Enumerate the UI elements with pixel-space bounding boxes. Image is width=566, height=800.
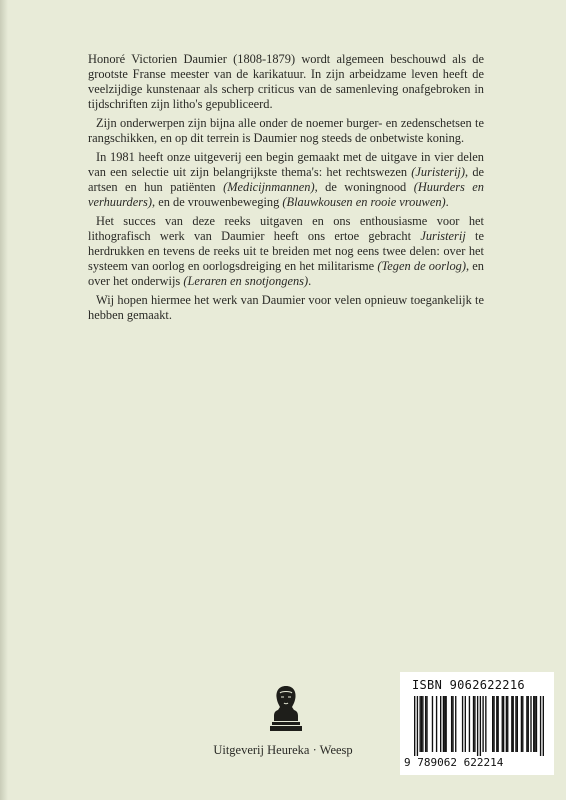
barcode-bar (511, 696, 512, 752)
isbn-label: ISBN 9062622216 (412, 678, 525, 692)
paragraph-5 (88, 293, 484, 323)
barcode-bar (480, 696, 481, 756)
publisher-name: Uitgeverij Heureka · Weesp (213, 743, 353, 757)
barcode-bar (462, 696, 463, 752)
barcode-bar (502, 696, 503, 752)
barcode-bar (440, 696, 441, 752)
barcode-bar (482, 696, 483, 752)
barcode-bar (444, 696, 445, 752)
barcode-bar (426, 696, 427, 752)
barcode-bars (414, 696, 544, 756)
barcode-bar (469, 696, 470, 752)
barcode-bar (485, 696, 486, 752)
text-run: , en over het onderwijs (88, 259, 485, 288)
text-run: , en de vrouwenbeweging (152, 195, 283, 209)
italic-title: (Medicijnmannen) (223, 180, 315, 194)
barcode-bar (526, 696, 527, 752)
barcode-bar (503, 696, 504, 752)
text-run: , de woningnood (314, 180, 414, 194)
barcode-bar (421, 696, 422, 752)
text-run: . (308, 274, 312, 288)
barcode-bar (515, 696, 516, 752)
barcode-bar (445, 696, 446, 752)
barcode-bar (521, 696, 522, 752)
barcode-bar (432, 696, 433, 752)
italic-title: Juristerij (420, 229, 466, 243)
barcode-bar (474, 696, 475, 752)
barcode-bar (436, 696, 437, 752)
text-run: , de artsen en hun patiënten (88, 165, 485, 194)
text-run: Het succes van deze reeks uitgaven en ons enthousiasme voor het lithografisch werk van Daumier heeft ons ertoe gebracht (88, 214, 484, 243)
barcode-bar (493, 696, 494, 752)
barcode-bar (477, 696, 478, 756)
barcode-bar (540, 696, 541, 756)
back-cover-text (88, 52, 484, 327)
paragraph-1 (88, 52, 484, 112)
barcode-box (400, 672, 554, 775)
bust-logo-icon (268, 683, 304, 733)
barcode-bar (507, 696, 508, 752)
barcode-bar (536, 696, 537, 752)
barcode-bar (533, 696, 534, 752)
barcode-bar (506, 696, 507, 752)
barcode-bar (473, 696, 474, 752)
italic-title: (Tegen de oorlog) (377, 259, 466, 273)
barcode-bar (425, 696, 426, 752)
italic-title: (Juristerij) (411, 165, 465, 179)
barcode-bar (414, 696, 415, 756)
italic-title: (Blauwkousen en rooie vrouwen) (282, 195, 446, 209)
barcode-bar (443, 696, 444, 752)
barcode-bar (497, 696, 498, 752)
barcode-bar (528, 696, 529, 752)
barcode-bar (517, 696, 518, 752)
barcode-bar (452, 696, 453, 752)
barcode-bar (422, 696, 423, 752)
text-run: te herdrukken en tevens de reeks uit te breiden met nog eens twee delen: over het systeem van oorlog en oorlogsdreiging en het militarisme (88, 229, 484, 273)
paragraph-3 (88, 150, 484, 210)
text-run: Wij hopen hiermee het werk van Daumier voor velen opnieuw toegankelijk te hebben gemaakt. (88, 293, 484, 322)
text-run: In 1981 heeft onze uitgeverij een begin gemaakt met de uitgave in vier delen van een selectie uit zijn belangrijkste thema's: het rechtswezen (88, 150, 484, 179)
barcode-bar (465, 696, 466, 752)
text-run: Zijn onderwerpen zijn bijna alle onder de noemer burger- en zedenschetsen te rangschikken, en op dit terrein is Daumier nog steeds de onbetwiste koning. (88, 116, 484, 145)
barcode-bar (451, 696, 452, 752)
barcode-bar (492, 696, 493, 752)
barcode-bar (417, 696, 418, 756)
barcode-bar (455, 696, 456, 752)
barcode-bar (543, 696, 544, 756)
barcode-bar (530, 696, 531, 752)
barcode-bar (419, 696, 420, 752)
ean-digits: 9 789062 622214 (404, 756, 504, 769)
text-run: Honoré Victorien Daumier (1808-1879) wordt algemeen beschouwd als de grootste Franse meester van de karikatuur. In zijn arbeidzame leven heeft de veelzijdige kunstenaar als scherp criticus van de samenleving onafgebroken in tijdschriften zijn litho's gepubliceerd. (88, 52, 484, 111)
spine-shadow (0, 0, 8, 800)
barcode-bar (534, 696, 535, 752)
barcode-bar (496, 696, 497, 752)
barcode-bar (522, 696, 523, 752)
italic-title: (Huurders en verhuurders) (88, 180, 484, 209)
italic-title: (Leraren en snotjongens) (183, 274, 309, 288)
text-run: . (445, 195, 449, 209)
barcode-bar (513, 696, 514, 752)
paragraph-2 (88, 116, 484, 146)
paragraph-4 (88, 214, 484, 289)
